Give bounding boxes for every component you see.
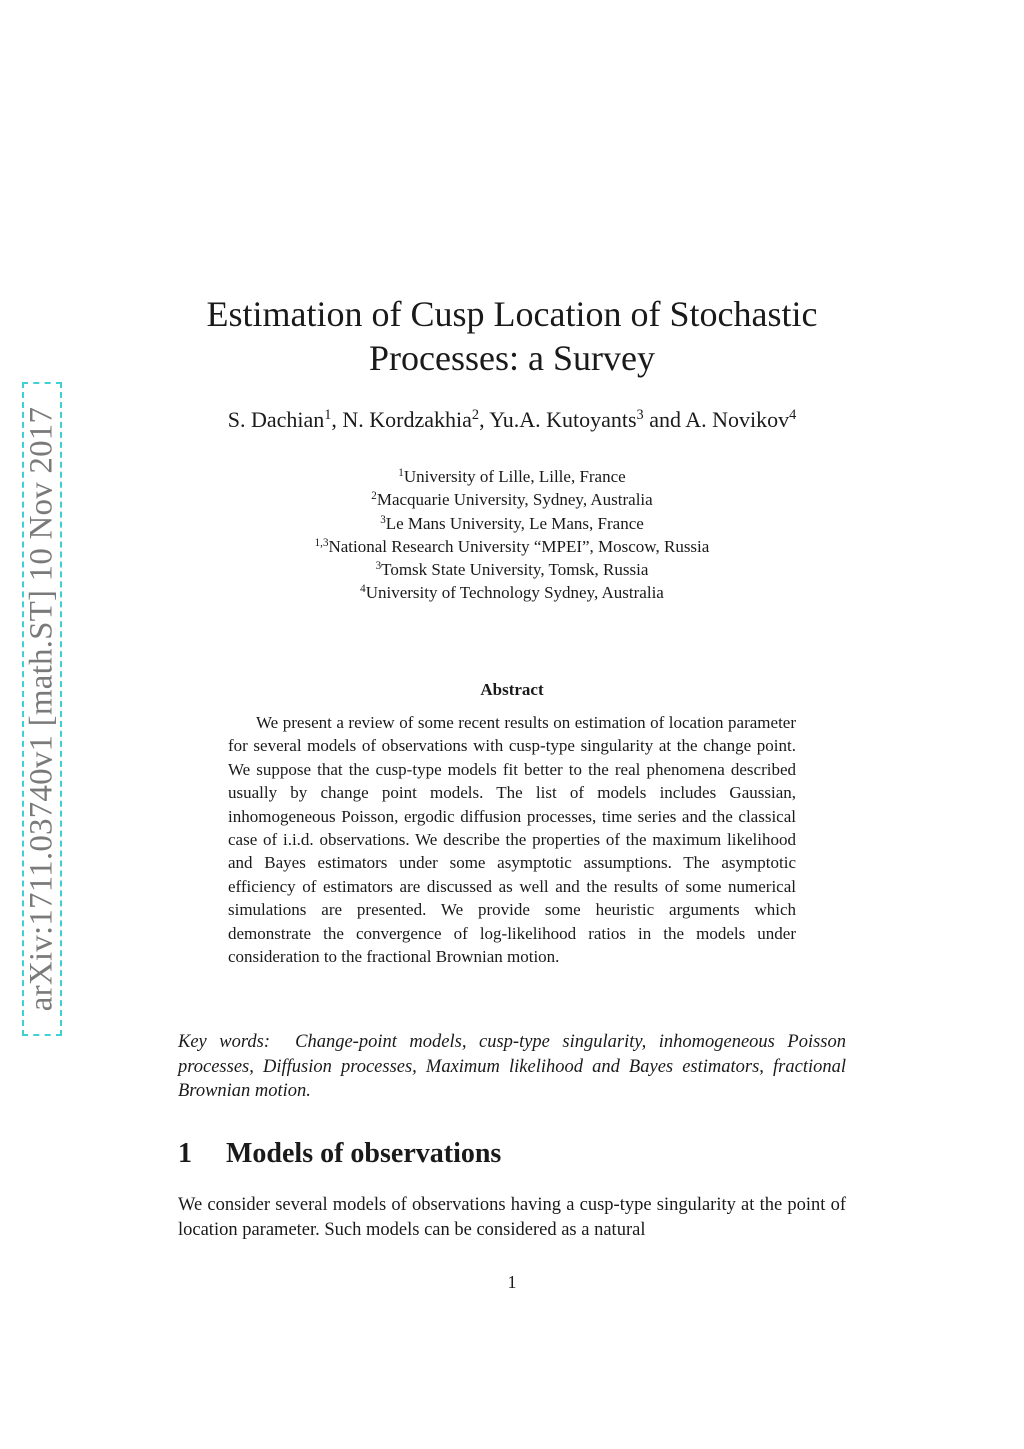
- affiliation: [140, 465, 884, 488]
- author: [228, 407, 343, 432]
- author: [342, 407, 489, 432]
- affiliation-mark: 3: [380, 513, 386, 526]
- author-separator: ,: [479, 407, 490, 432]
- affiliation: [140, 488, 884, 511]
- keywords-text: Change-point models, cusp-type singularity, inhomogeneous Poisson processes, Diffusion processes, Maximum likelihood and Bayes estimators, fractional Brownian motion.: [178, 1032, 846, 1101]
- affiliation-text: National Research University “MPEI”, Moscow, Russia: [328, 536, 710, 556]
- author-affiliation-mark: 3: [636, 407, 644, 424]
- author-name: N. Kordzakhia: [342, 407, 472, 432]
- section-title: Models of observations: [226, 1138, 502, 1169]
- author-list: [150, 405, 874, 435]
- keywords-paragraph: [178, 1030, 846, 1104]
- affiliation-mark: 1: [398, 466, 404, 479]
- affiliation-text: University of Lille, Lille, France: [403, 467, 626, 486]
- affiliation: [140, 581, 884, 604]
- page-number: 1: [507, 1272, 517, 1292]
- paper-title: [140, 292, 884, 380]
- abstract-text: We present a review of some recent results on estimation of location parameter for several models of observations with cusp-type singularity at the change point. We suppose that the cusp-type models fit better to the real phenomena described usually by change point models. The list of models includes Gaussian, inhomogeneous Poisson, ergodic diffusion processes, time series and the classical case of i.i.d. observations. We describe the properties of the maximum likelihood and Bayes estimators under some asymptotic assumptions. The asymptotic efficiency of estimators are discussed as well and the results of some numerical simulations are presented. We provide some heuristic arguments which demonstrate the convergence of log-likelihood ratios in the models under consideration to the fractional Brownian motion.: [228, 713, 796, 967]
- affiliation-mark: 1,3: [314, 536, 329, 549]
- affiliation-mark: 4: [360, 583, 366, 596]
- author-name: Yu.A. Kutoyants: [489, 407, 637, 432]
- section-number: 1: [178, 1138, 192, 1169]
- author: [489, 407, 685, 432]
- affiliation: [140, 512, 884, 535]
- arxiv-identifier-text: arXiv:1711.03740v1 [math.ST] 10 Nov 2017: [23, 406, 60, 1012]
- affiliation-text: Le Mans University, Le Mans, France: [385, 513, 644, 533]
- affiliation: [140, 558, 884, 581]
- affiliation-list: [140, 465, 884, 605]
- abstract-heading: Abstract: [480, 680, 544, 699]
- affiliation-text: Tomsk State University, Tomsk, Russia: [381, 560, 649, 580]
- author-separator: and: [643, 407, 686, 432]
- affiliation: [140, 535, 884, 558]
- affiliation-mark: 2: [371, 490, 377, 503]
- section-paragraph: We consider several models of observations having a cusp-type singularity at the point of location parameter. Such models can be considered as a natural: [178, 1195, 846, 1240]
- section-heading: [178, 1138, 501, 1170]
- author-separator: ,: [331, 407, 343, 432]
- affiliation-mark: 3: [375, 560, 382, 573]
- author-affiliation-mark: 1: [324, 407, 332, 424]
- author-name: S. Dachian: [227, 407, 325, 432]
- title-line-1: Estimation of Cusp Location of Stochastic: [206, 294, 818, 334]
- author: [685, 407, 796, 432]
- affiliation-text: University of Technology Sydney, Australia: [365, 583, 664, 603]
- affiliation-text: Macquarie University, Sydney, Australia: [376, 490, 653, 510]
- title-line-2: Processes: a Survey: [369, 338, 655, 378]
- keywords-label: Key words:: [178, 1032, 271, 1052]
- arxiv-identifier-stamp: [22, 382, 62, 1036]
- author-affiliation-mark: 2: [471, 407, 480, 424]
- author-affiliation-mark: 4: [789, 407, 797, 424]
- author-name: A. Novikov: [685, 407, 790, 432]
